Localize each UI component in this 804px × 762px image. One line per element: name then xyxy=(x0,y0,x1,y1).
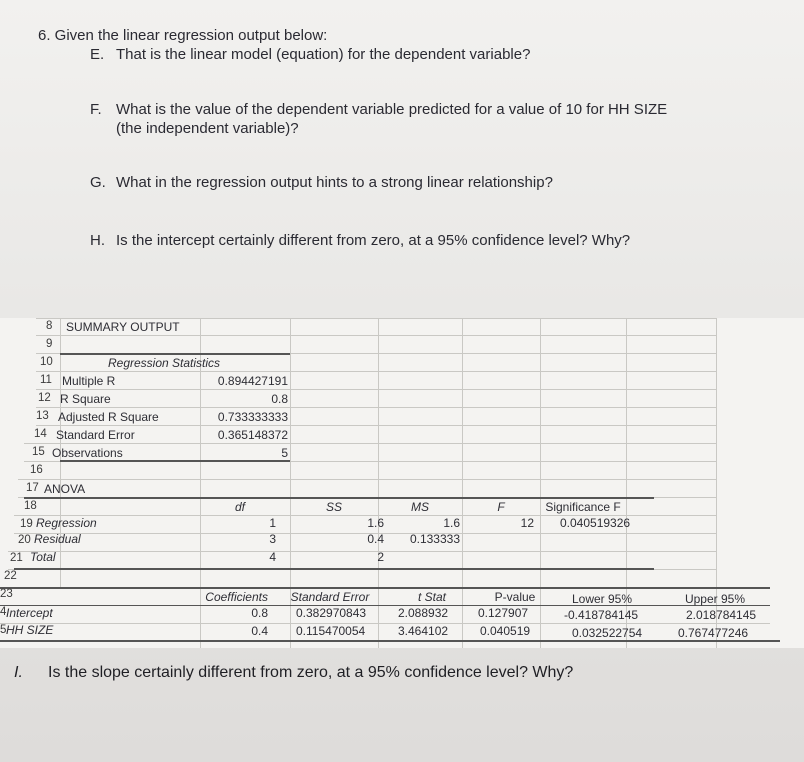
coef-cell-lower-95: -0.418784145 xyxy=(564,608,639,622)
stat-label: R Square xyxy=(60,392,111,406)
summary-output-title: SUMMARY OUTPUT xyxy=(66,320,180,334)
stat-label: Standard Error xyxy=(56,428,135,442)
row-number: 23 xyxy=(0,588,13,600)
anova-cell-ms: 0.133333 xyxy=(409,532,460,546)
question-g-number: G. xyxy=(90,174,106,191)
regression-output-sheet xyxy=(0,318,804,648)
stat-label: Observations xyxy=(52,446,123,460)
coef-cell-upper-95: 0.767477246 xyxy=(678,626,749,640)
anova-header-df: df xyxy=(234,500,245,514)
anova-header-significance: Significance F xyxy=(545,500,621,514)
coef-cell-coefficient: 0.8 xyxy=(251,606,268,620)
anova-title: ANOVA xyxy=(44,482,86,496)
coef-header-upper-95: Upper 95% xyxy=(684,592,746,606)
anova-row-label: Regression xyxy=(36,516,97,530)
anova-cell-df: 1 xyxy=(269,516,276,530)
row-number: 22 xyxy=(4,570,17,582)
anova-cell-df: 3 xyxy=(269,532,276,546)
row-number: 11 xyxy=(40,374,52,386)
coef-cell-upper-95: 2.018784145 xyxy=(686,608,757,622)
coef-header-t-stat: t Stat xyxy=(417,590,446,604)
row-number: 15 xyxy=(32,446,45,458)
anova-cell-significance: 0.040519326 xyxy=(560,516,631,530)
regression-statistics-header: Regression Statistics xyxy=(108,356,221,370)
row-number: 17 xyxy=(26,482,39,494)
coef-cell-t-stat: 3.464102 xyxy=(398,624,449,638)
coef-cell-lower-95: 0.032522754 xyxy=(572,626,643,640)
coef-cell-t-stat: 2.088932 xyxy=(398,606,449,620)
coef-row-label: HH SIZE xyxy=(6,623,54,637)
row-number: 13 xyxy=(36,410,49,422)
anova-header-ms: MS xyxy=(411,500,429,514)
coef-cell-standard-error: 0.115470054 xyxy=(296,624,366,638)
row-number: 4 xyxy=(0,606,7,618)
stat-value: 0.8 xyxy=(271,392,288,406)
question-6: 6. Given the linear regression output below: xyxy=(38,27,328,44)
coef-cell-coefficient: 0.4 xyxy=(251,624,268,638)
coef-header-standard-error: Standard Error xyxy=(290,590,370,604)
stat-label: Adjusted R Square xyxy=(58,410,159,424)
anova-cell-df: 4 xyxy=(269,550,276,564)
question-h xyxy=(90,231,630,250)
row-number: 14 xyxy=(34,428,47,440)
question-i-number: I. xyxy=(14,664,23,681)
question-e-number: E. xyxy=(90,46,105,63)
anova-cell-ss: 0.4 xyxy=(367,532,384,546)
question-i-text: Is the slope certainly different from zero, at a 95% confidence level? Why? xyxy=(48,664,574,681)
row-number: 20 xyxy=(18,534,31,546)
row-number: 18 xyxy=(24,500,37,512)
coef-header-lower-95: Lower 95% xyxy=(571,592,633,606)
question-e-text: That is the linear model (equation) for the dependent variable? xyxy=(116,46,531,63)
anova-row-label: Total xyxy=(30,550,56,564)
question-h-text: Is the intercept certainly different from zero, at a 95% confidence level? Why? xyxy=(116,232,631,249)
row-number: 5 xyxy=(0,624,7,636)
anova-header-ss: SS xyxy=(325,500,342,514)
coef-header-coefficients: Coefficients xyxy=(205,590,268,604)
question-f-number: F. xyxy=(90,101,102,118)
anova-cell-f: 12 xyxy=(520,516,534,530)
stat-value: 0.894427191 xyxy=(217,374,288,388)
row-number: 12 xyxy=(38,392,51,404)
question-g-text: What in the regression output hints to a strong linear relationship? xyxy=(116,174,553,191)
coef-row-label: Intercept xyxy=(6,606,53,620)
question-h-number: H. xyxy=(90,232,105,249)
row-number: 21 xyxy=(10,552,23,564)
question-i xyxy=(14,664,573,682)
row-number: 19 xyxy=(20,518,33,530)
question-f-line1: What is the value of the dependent variable predicted for a value of 10 for HH SIZE xyxy=(116,101,668,118)
stat-label: Multiple R xyxy=(62,374,116,388)
coef-cell-p-value: 0.040519 xyxy=(480,624,531,638)
anova-cell-ms: 1.6 xyxy=(443,516,460,530)
question-e xyxy=(90,45,530,64)
row-number: 9 xyxy=(46,338,53,350)
coef-header-p-value: P-value xyxy=(494,590,536,604)
stat-value: 0.365148372 xyxy=(217,428,288,442)
anova-cell-ss: 2 xyxy=(377,550,384,564)
coef-cell-standard-error: 0.382970843 xyxy=(296,606,367,620)
anova-header-f: F xyxy=(497,500,505,514)
row-number: 10 xyxy=(40,356,53,368)
row-number: 8 xyxy=(46,320,53,332)
question-g xyxy=(90,173,553,192)
anova-cell-ss: 1.6 xyxy=(367,516,384,530)
question-f xyxy=(90,100,667,119)
stat-value: 0.733333333 xyxy=(217,410,288,424)
question-f-line2: (the independent variable)? xyxy=(116,120,299,137)
coef-cell-p-value: 0.127907 xyxy=(478,606,529,620)
stat-value: 5 xyxy=(281,446,288,460)
row-number: 16 xyxy=(30,464,43,476)
anova-row-label: Residual xyxy=(34,532,81,546)
